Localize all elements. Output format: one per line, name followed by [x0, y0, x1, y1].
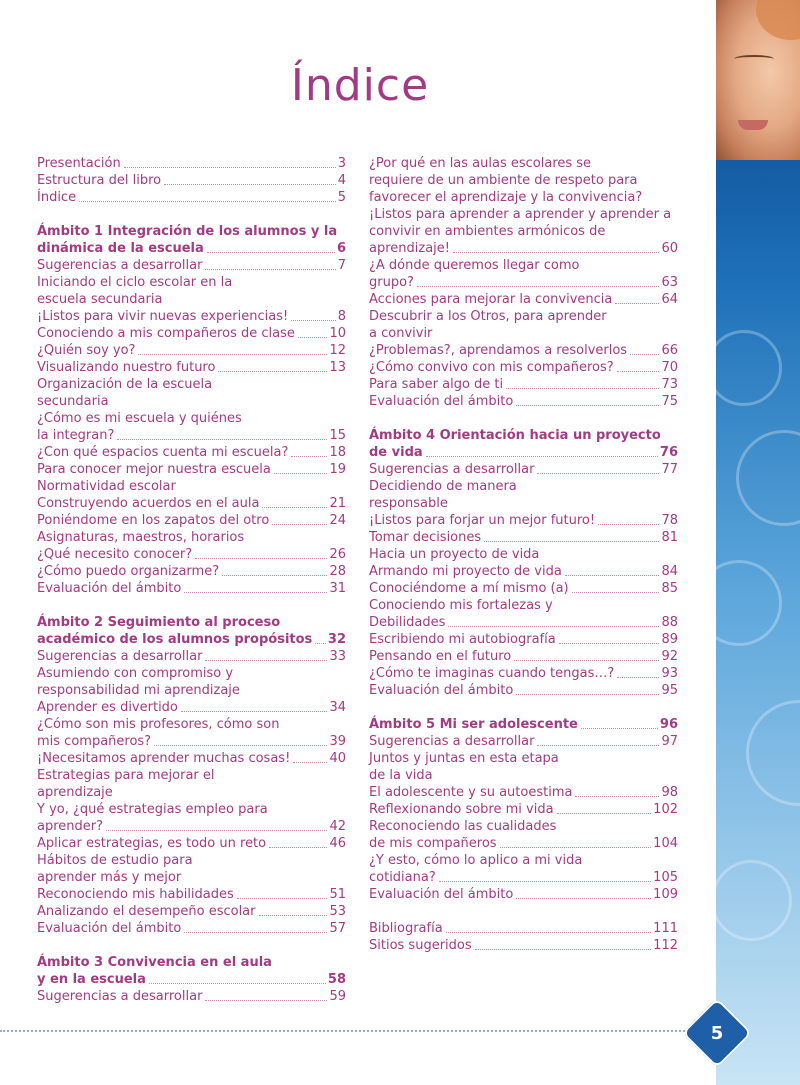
toc-page-number: 111	[653, 921, 678, 936]
toc-entry[interactable]	[37, 563, 346, 580]
toc-left-column	[37, 155, 346, 1005]
toc-section-heading[interactable]	[37, 631, 346, 648]
dot-leader	[475, 949, 652, 950]
dot-leader	[106, 830, 327, 831]
toc-page-number: 89	[661, 632, 678, 647]
toc-page-number: 33	[329, 649, 346, 664]
toc-entry[interactable]	[37, 903, 346, 920]
toc-entry[interactable]	[37, 546, 346, 563]
toc-entry[interactable]	[369, 393, 678, 410]
toc-section-heading[interactable]	[369, 716, 678, 733]
toc-entry-label: Presentación	[37, 156, 121, 171]
toc-page-number: 7	[337, 258, 346, 273]
child-face-photo	[716, 0, 800, 160]
toc-entry[interactable]	[369, 784, 678, 801]
toc-page-number: 34	[329, 700, 346, 715]
toc-entry[interactable]	[369, 580, 678, 597]
toc-entry[interactable]	[37, 988, 346, 1005]
toc-page-number: 26	[329, 547, 346, 562]
toc-entry-label: Sugerencias a desarrollar	[37, 258, 203, 273]
toc-line: ¿Y esto, cómo lo aplico a mi vida	[369, 853, 583, 868]
dot-leader	[259, 915, 328, 916]
toc-page-number: 15	[329, 428, 346, 443]
dot-leader	[516, 898, 651, 899]
toc-page-number: 88	[661, 615, 678, 630]
toc-entry[interactable]	[37, 325, 346, 342]
toc-entry-label: Escribiendo mi autobiografía	[369, 632, 556, 647]
toc-page-number: 24	[329, 513, 346, 528]
toc-page-number: 70	[661, 360, 678, 375]
toc-entry[interactable]	[37, 257, 346, 274]
toc-page-number: 10	[329, 326, 346, 341]
toc-entry[interactable]	[369, 512, 678, 529]
toc-line: Y yo, ¿qué estrategias empleo para	[37, 802, 268, 817]
toc-entry-label: Aprender es divertido	[37, 700, 178, 715]
dot-leader	[315, 643, 326, 644]
toc-entry-label: Reflexionando sobre mi vida	[369, 802, 554, 817]
toc-entry-label: aprender?	[37, 819, 104, 834]
dot-leader	[262, 507, 327, 508]
toc-entry[interactable]	[37, 495, 346, 512]
toc-line: aprender más y mejor	[37, 870, 182, 885]
section-spacer	[37, 597, 346, 614]
toc-entry[interactable]	[37, 818, 346, 835]
toc-entry[interactable]	[369, 563, 678, 580]
toc-page-number: 93	[661, 666, 678, 681]
toc-entry[interactable]	[369, 240, 678, 257]
toc-entry-label: y en la escuela	[37, 972, 146, 987]
toc-entry-label: Conociendo a mis compañeros de clase	[37, 326, 295, 341]
toc-page-number: 92	[661, 649, 678, 664]
toc-entry[interactable]	[37, 461, 346, 478]
toc-line: Estrategias para mejorar el	[37, 768, 215, 783]
toc-entry[interactable]	[369, 869, 678, 886]
toc-page-number: 84	[661, 564, 678, 579]
dot-leader	[557, 813, 652, 814]
dot-leader	[572, 592, 660, 593]
dot-leader	[453, 252, 659, 253]
dot-leader	[575, 796, 659, 797]
toc-entry[interactable]	[369, 376, 678, 393]
toc-entry-label: Sitios sugeridos	[369, 938, 472, 953]
toc-entry-label: ¿Qué necesito conocer?	[37, 547, 193, 562]
toc-entry[interactable]	[369, 631, 678, 648]
dot-leader	[218, 371, 327, 372]
toc-page-number: 97	[661, 734, 678, 749]
toc-entry-label: Ámbito 5 Mi ser adolescente	[369, 717, 578, 732]
toc-entry-label: la integran?	[37, 428, 115, 443]
toc-section-heading: Ámbito 2 Seguimiento al proceso	[37, 615, 281, 630]
toc-entry-label: Sugerencias a desarrollar	[369, 462, 535, 477]
toc-right-column	[369, 155, 678, 954]
swirl-decoration	[706, 330, 782, 406]
toc-entry[interactable]	[369, 461, 678, 478]
dot-leader	[514, 660, 659, 661]
dot-leader	[598, 524, 659, 525]
toc-page-number: 77	[661, 462, 678, 477]
toc-entry[interactable]	[37, 444, 346, 461]
toc-entry[interactable]	[37, 835, 346, 852]
toc-line: Reconociendo las cualidades	[369, 819, 557, 834]
dot-leader	[237, 898, 328, 899]
toc-entry-label: Índice	[37, 190, 77, 205]
toc-entry-label: Evaluación del ámbito	[369, 683, 514, 698]
dot-leader	[537, 473, 659, 474]
toc-entry-label: ¿Quién soy yo?	[37, 343, 136, 358]
toc-entry[interactable]	[37, 648, 346, 665]
dot-leader	[484, 541, 659, 542]
toc-page-number: 12	[329, 343, 346, 358]
toc-line: de la vida	[369, 768, 433, 783]
toc-line: convivir en ambientes armónicos de	[369, 224, 606, 239]
dot-leader	[426, 456, 658, 457]
toc-line: aprendizaje	[37, 785, 113, 800]
dot-leader	[516, 694, 659, 695]
toc-page-number: 31	[329, 581, 346, 596]
toc-page-number: 6	[336, 241, 346, 256]
dot-leader	[291, 456, 327, 457]
toc-entry-label: Construyendo acuerdos en el aula	[37, 496, 260, 511]
toc-entry-label: Estructura del libro	[37, 173, 162, 188]
toc-line: requiere de un ambiente de respeto para	[369, 173, 638, 188]
toc-page-number: 109	[653, 887, 678, 902]
toc-entry-label: aprendizaje!	[369, 241, 450, 256]
dot-leader	[124, 167, 336, 168]
toc-entry-label: ¿Problemas?, aprendamos a resolverlos	[369, 343, 628, 358]
toc-entry-label: Sugerencias a desarrollar	[369, 734, 535, 749]
toc-entry[interactable]	[369, 801, 678, 818]
toc-page-number: 28	[329, 564, 346, 579]
toc-line: responsable	[369, 496, 448, 511]
toc-page-number: 21	[329, 496, 346, 511]
dot-leader	[138, 354, 327, 355]
toc-section-heading: Ámbito 1 Integración de los alumnos y la	[37, 224, 338, 239]
dot-leader	[205, 660, 327, 661]
toc-page-number: 19	[329, 462, 346, 477]
toc-line: ¿Por qué en las aulas escolares se	[369, 156, 592, 171]
toc-page-number: 102	[653, 802, 678, 817]
toc-page-number: 59	[329, 989, 346, 1004]
toc-line: responsabilidad mi aprendizaje	[37, 683, 240, 698]
dot-leader	[184, 592, 327, 593]
dot-leader	[581, 728, 658, 729]
toc-page-number: 39	[329, 734, 346, 749]
dot-leader	[630, 354, 659, 355]
toc-entry-label: Sugerencias a desarrollar	[37, 989, 203, 1004]
page-number: 5	[710, 1022, 724, 1044]
toc-entry[interactable]	[37, 512, 346, 529]
toc-section-heading[interactable]	[37, 971, 346, 988]
toc-entry[interactable]	[37, 920, 346, 937]
toc-line: Hábitos de estudio para	[37, 853, 193, 868]
section-spacer	[369, 699, 678, 716]
toc-line: Juntos y juntas en esta etapa	[369, 751, 559, 766]
toc-entry-label: dinámica de la escuela	[37, 241, 204, 256]
toc-entry[interactable]	[369, 665, 678, 682]
toc-entry-label: Armando mi proyecto de vida	[369, 564, 562, 579]
dot-leader	[615, 303, 659, 304]
toc-entry[interactable]	[37, 750, 346, 767]
dot-leader	[565, 575, 660, 576]
section-spacer	[37, 937, 346, 954]
toc-entry[interactable]	[37, 155, 346, 172]
toc-section-heading: Ámbito 3 Convivencia en el aula	[37, 955, 272, 970]
toc-entry[interactable]	[369, 291, 678, 308]
dot-leader	[117, 439, 327, 440]
toc-page-number: 53	[329, 904, 346, 919]
toc-entry-label: académico de los alumnos propósitos	[37, 632, 313, 647]
toc-page-number: 63	[661, 275, 678, 290]
dot-leader	[500, 847, 652, 848]
toc-entry[interactable]	[37, 580, 346, 597]
toc-entry[interactable]	[37, 733, 346, 750]
swirl-decoration	[746, 700, 800, 806]
toc-entry[interactable]	[369, 937, 678, 954]
section-spacer	[37, 206, 346, 223]
toc-page-number: 3	[337, 156, 346, 171]
toc-entry[interactable]	[37, 359, 346, 376]
toc-page-number: 8	[337, 309, 346, 324]
toc-entry-label: ¿Con qué espacios cuenta mi escuela?	[37, 445, 289, 460]
dot-leader	[506, 388, 659, 389]
dot-leader	[154, 745, 327, 746]
toc-line: Iniciando el ciclo escolar en la	[37, 275, 233, 290]
toc-entry-label: Evaluación del ámbito	[369, 394, 514, 409]
section-spacer	[369, 410, 678, 427]
footer-dotted-line	[0, 1030, 716, 1032]
toc-line: Normatividad escolar	[37, 479, 176, 494]
toc-entry-label: ¿Cómo te imaginas cuando tengas…?	[369, 666, 615, 681]
dot-leader	[207, 252, 335, 253]
dot-leader	[617, 677, 659, 678]
toc-page-number: 112	[653, 938, 678, 953]
toc-entry-label: Debilidades	[369, 615, 446, 630]
dot-leader	[291, 320, 336, 321]
dot-leader	[274, 473, 328, 474]
toc-entry[interactable]	[369, 614, 678, 631]
toc-page-number: 13	[329, 360, 346, 375]
toc-entry[interactable]	[37, 308, 346, 325]
dot-leader	[516, 405, 659, 406]
dot-leader	[181, 711, 328, 712]
toc-line: a convivir	[369, 326, 433, 341]
dot-leader	[448, 626, 659, 627]
toc-page-number: 40	[329, 751, 346, 766]
toc-page-number: 32	[327, 632, 346, 647]
toc-entry[interactable]	[369, 920, 678, 937]
page-title: Índice	[290, 60, 430, 111]
toc-page-number: 105	[653, 870, 678, 885]
toc-entry-label: Visualizando nuestro futuro	[37, 360, 216, 375]
toc-entry-label: Acciones para mejorar la convivencia	[369, 292, 613, 307]
toc-entry-label: Sugerencias a desarrollar	[37, 649, 203, 664]
toc-entry[interactable]	[37, 427, 346, 444]
toc-entry[interactable]	[369, 835, 678, 852]
toc-entry-label: ¡Necesitamos aprender muchas cosas!	[37, 751, 291, 766]
toc-entry-label: ¿Cómo convivo con mis compañeros?	[369, 360, 614, 375]
toc-entry-label: Para conocer mejor nuestra escuela	[37, 462, 271, 477]
toc-page-number: 58	[327, 972, 346, 987]
toc-line: Decidiendo de manera	[369, 479, 517, 494]
dot-leader	[269, 847, 327, 848]
toc-entry-label: El adolescente y su autoestima	[369, 785, 573, 800]
dot-leader	[417, 286, 660, 287]
toc-line: secundaria	[37, 394, 109, 409]
dot-leader	[293, 762, 327, 763]
toc-entry[interactable]	[37, 342, 346, 359]
toc-page-number: 96	[659, 717, 678, 732]
toc-page-number: 57	[329, 921, 346, 936]
toc-entry-label: Conociéndome a mí mismo (a)	[369, 581, 569, 596]
dot-leader	[205, 1000, 327, 1001]
toc-entry[interactable]	[37, 699, 346, 716]
dot-leader	[559, 643, 660, 644]
toc-page-number: 60	[661, 241, 678, 256]
dot-leader	[298, 337, 328, 338]
toc-entry[interactable]	[37, 172, 346, 189]
toc-entry[interactable]	[369, 359, 678, 376]
toc-line: Hacia un proyecto de vida	[369, 547, 540, 562]
toc-entry-label: Para saber algo de ti	[369, 377, 504, 392]
toc-line: escuela secundaria	[37, 292, 163, 307]
toc-entry-label: ¿Cómo puedo organizarme?	[37, 564, 220, 579]
toc-entry[interactable]	[369, 682, 678, 699]
toc-page-number: 98	[661, 785, 678, 800]
toc-entry-label: cotidiana?	[369, 870, 436, 885]
toc-entry[interactable]	[369, 342, 678, 359]
toc-entry-label: Reconociendo mis habilidades	[37, 887, 234, 902]
toc-entry[interactable]	[369, 529, 678, 546]
toc-entry-label: de vida	[369, 445, 423, 460]
toc-entry[interactable]	[369, 886, 678, 903]
toc-line: ¿Cómo es mi escuela y quiénes	[37, 411, 242, 426]
decorative-band	[716, 0, 800, 1085]
toc-page-number: 42	[329, 819, 346, 834]
toc-entry-label: Evaluación del ámbito	[37, 581, 182, 596]
section-spacer	[369, 903, 678, 920]
dot-leader	[184, 932, 327, 933]
toc-section-heading[interactable]	[369, 444, 678, 461]
toc-page-number: 78	[661, 513, 678, 528]
dot-leader	[617, 371, 660, 372]
toc-entry-label: Aplicar estrategias, es todo un reto	[37, 836, 267, 851]
toc-entry-label: Pensando en el futuro	[369, 649, 512, 664]
toc-line: Descubrir a los Otros, para aprender	[369, 309, 607, 324]
toc-entry[interactable]	[369, 733, 678, 750]
toc-line: Conociendo mis fortalezas y	[369, 598, 553, 613]
toc-page-number: 66	[661, 343, 678, 358]
toc-line: Organización de la escuela	[37, 377, 213, 392]
toc-entry-label: Analizando el desempeño escolar	[37, 904, 256, 919]
toc-page-number: 104	[653, 836, 678, 851]
dot-leader	[272, 524, 327, 525]
toc-line: Asumiendo con compromiso y	[37, 666, 234, 681]
swirl-decoration	[696, 560, 782, 646]
toc-page-number: 18	[329, 445, 346, 460]
toc-page-number: 81	[661, 530, 678, 545]
toc-section-heading: Ámbito 4 Orientación hacia un proyecto	[369, 428, 661, 443]
dot-leader	[205, 269, 335, 270]
swirl-decoration	[711, 860, 792, 941]
toc-page-number: 5	[337, 190, 346, 205]
toc-entry-label: Poniéndome en los zapatos del otro	[37, 513, 270, 528]
toc-page-number: 76	[659, 445, 678, 460]
swirl-decoration	[736, 430, 800, 526]
toc-entry-label: ¡Listos para vivir nuevas experiencias!	[37, 309, 289, 324]
toc-entry-label: grupo?	[369, 275, 414, 290]
toc-entry-label: mis compañeros?	[37, 734, 152, 749]
toc-entry-label: Evaluación del ámbito	[37, 921, 182, 936]
toc-line: ¿A dónde queremos llegar como	[369, 258, 580, 273]
dot-leader	[79, 201, 336, 202]
toc-page-number: 4	[337, 173, 346, 188]
toc-entry[interactable]	[37, 886, 346, 903]
dot-leader	[439, 881, 651, 882]
dot-leader	[446, 932, 651, 933]
toc-line: Asignaturas, maestros, horarios	[37, 530, 245, 545]
toc-page-number: 95	[661, 683, 678, 698]
toc-page-number: 46	[329, 836, 346, 851]
dot-leader	[537, 745, 659, 746]
toc-line: ¡Listos para aprender a aprender y aprender a	[369, 207, 672, 222]
dot-leader	[222, 575, 327, 576]
dot-leader	[149, 983, 326, 984]
toc-entry-label: Evaluación del ámbito	[369, 887, 514, 902]
toc-entry[interactable]	[369, 274, 678, 291]
toc-entry-label: Tomar decisiones	[369, 530, 482, 545]
toc-line: favorecer el aprendizaje y la convivencia?	[369, 190, 643, 205]
toc-section-heading[interactable]	[37, 240, 346, 257]
dot-leader	[164, 184, 336, 185]
toc-entry[interactable]	[369, 648, 678, 665]
toc-page-number: 85	[661, 581, 678, 596]
toc-page-number: 75	[661, 394, 678, 409]
toc-page-number: 51	[329, 887, 346, 902]
toc-entry[interactable]	[37, 189, 346, 206]
toc-page-number: 64	[661, 292, 678, 307]
toc-page-number: 73	[661, 377, 678, 392]
toc-line: ¿Cómo son mis profesores, cómo son	[37, 717, 280, 732]
toc-entry-label: Bibliografía	[369, 921, 443, 936]
toc-entry-label: de mis compañeros	[369, 836, 497, 851]
dot-leader	[195, 558, 327, 559]
toc-entry-label: ¡Listos para forjar un mejor futuro!	[369, 513, 596, 528]
